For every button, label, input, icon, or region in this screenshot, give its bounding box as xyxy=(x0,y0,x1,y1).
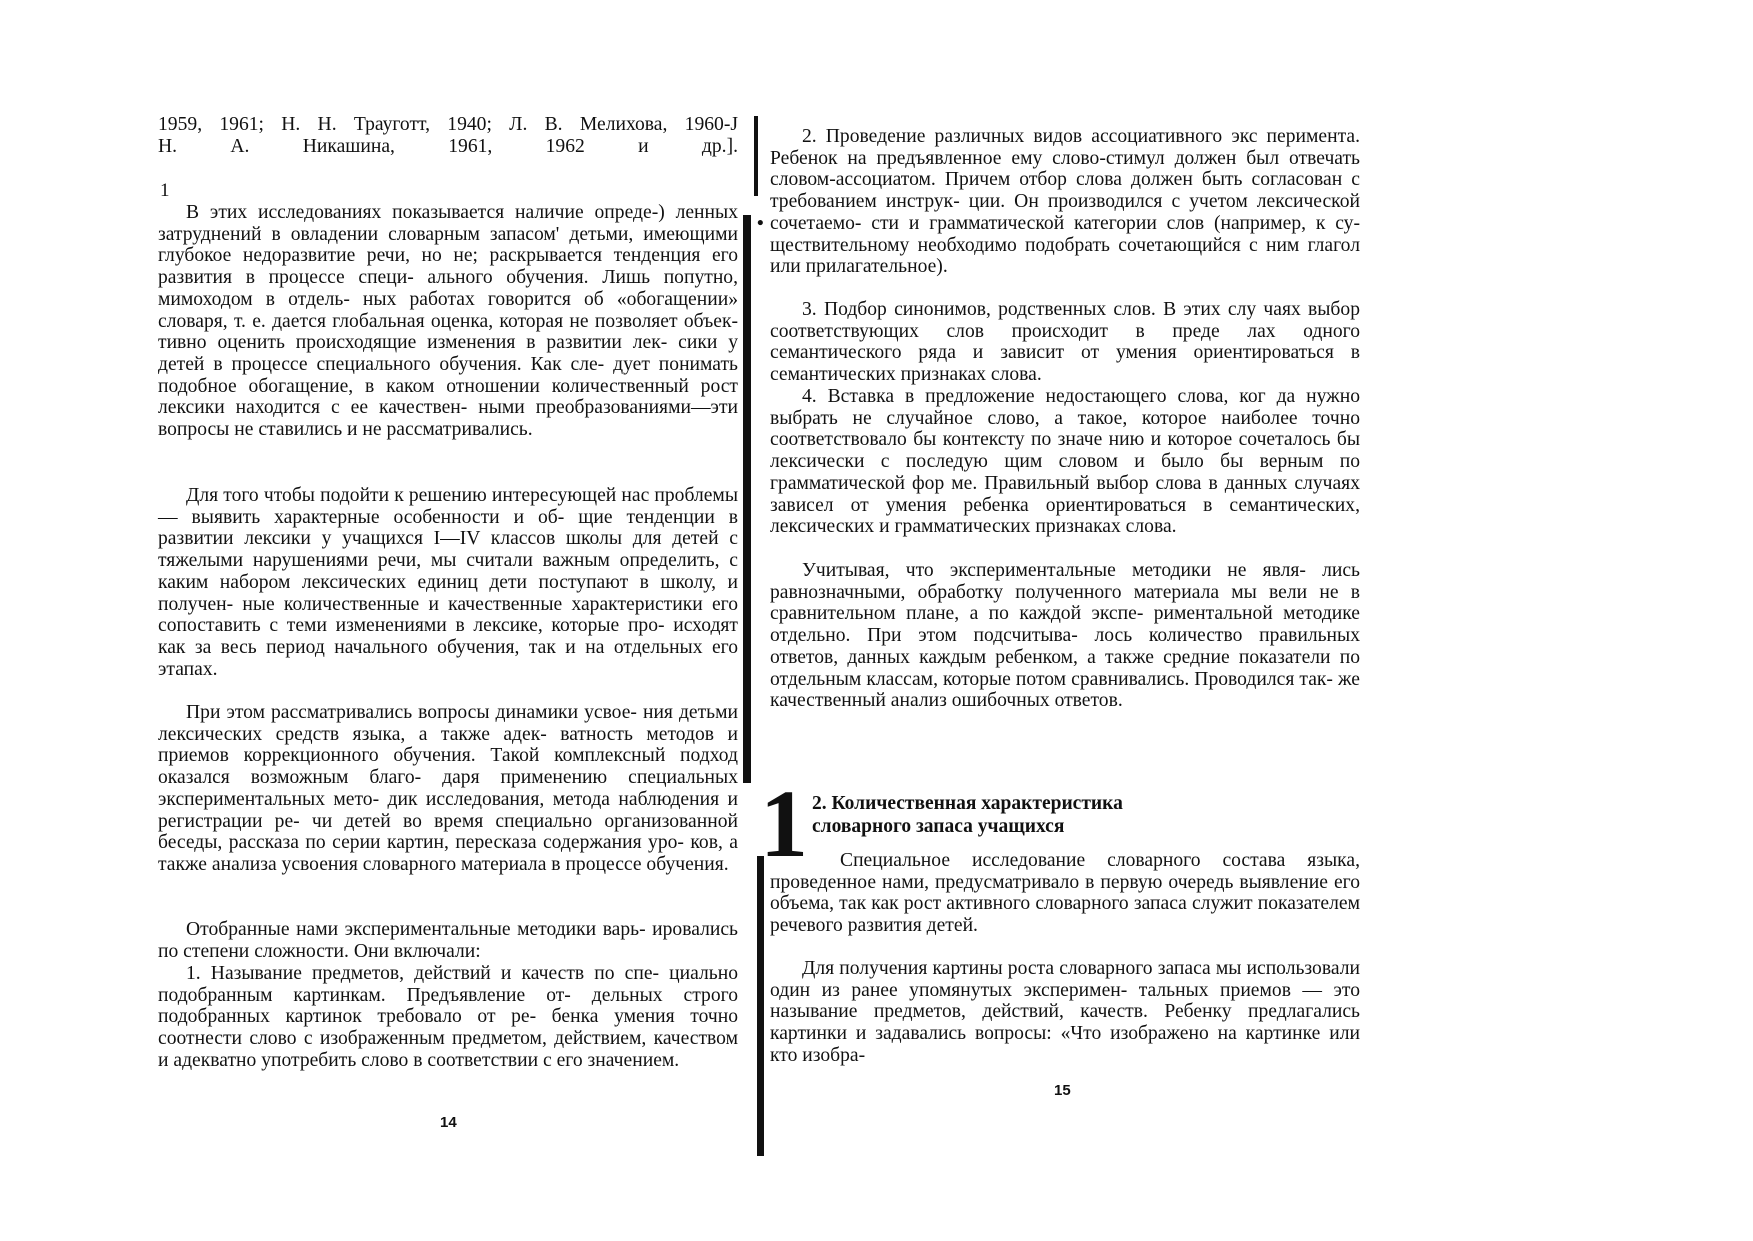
paragraph: Учитывая, что экспериментальные методики не явля- лись равнозначными, обработку полученного материала мы вели не в сравнительном плане, а по каждой экспе- риментальной методике отдельно. При этом подсчитыва- лось количество правильных ответов, данных каждым ребенком, а также средние показатели по отдельным классам, которые потом сравнивались. Проводился так- же качественный анализ ошибочных ответов. xyxy=(770,560,1360,712)
scan-artifact-bar-top xyxy=(754,116,758,196)
stray-number: 1 xyxy=(160,180,170,201)
section-heading-line-1: 2. Количественная характеристика xyxy=(812,793,1123,814)
paragraph: Для того чтобы подойти к решению интересующей нас проблемы — выявить характерные особенности и об- щие тенденции в развитии лексики у учащихся I—IV классов школы для детей с тяжелыми нарушениями речи, мы считали важным определить, с каким набором лексических единиц дети поступают в школу, и получен- ные количественные и качественные характеристики его сопоставить с теми изменениями в лексике, которые про- исходят как за весь период начального обучения, так и на отдельных его этапах. xyxy=(158,485,738,680)
citation-line-1: 1959, 1961; Н. Н. Трауготт, 1940; Л. В. Мелихова, 1960-J xyxy=(158,114,738,135)
paragraph: В этих исследованиях показывается наличие опреде-) ленных затруднений в овладении словарным запасом' детьми, имеющими глубокое недоразвитие речи, но не; раскрывается тенденция его развития в процессе специ- ального обучения. Лишь попутно, мимоходом в отдель- ных работах говорится об «обогащении» словаря, т. е. дается глобальная оценка, которая не позволяет объек- тивно оценить происходящие изменения в развитии лек- сики у детей в процессе специального обучения. Как сле- дует понимать подобное обогащение, в каком отношении количественный рост лексики находится с ее качествен- ными преобразованиями—эти вопросы не ставились и не рассматривались. xyxy=(158,202,738,441)
scan-artifact-bar-middle xyxy=(743,215,751,783)
paragraph: При этом рассматривались вопросы динамики усвое- ния детьми лексических средств языка, а также адек- ватность методов и приемов коррекционного обучения. Такой комплексный подход оказался возможным благо- даря применению специальных экспериментальных мето- дик исследования, метода наблюдения и регистрации ре- чи детей во время специально организованной беседы, рассказа по серии картин, пересказа содержания уро- ков, а также анализа усвоения словарного материала в процессе обучения. xyxy=(158,702,738,875)
bullet-mark: • xyxy=(757,213,764,234)
section-heading-line-2: словарного запаса учащихся xyxy=(812,816,1065,837)
paragraph: 3. Подбор синонимов, родственных слов. В этих слу чаях выбор соответствующих слов происходит в преде лах одного семантического ряда и зависит от умения ориентироваться в семантических признаках слова. xyxy=(770,299,1360,386)
paragraph: 4. Вставка в предложение недостающего слова, ког да нужно выбрать не случайное слово, а такое, которое наиболее точно соответствовало бы контексту по значе нию и которое сочеталось бы лексически с последую щим словом и было бы верным по грамматической фор ме. Правильный выбор слова в данных случаях зависел от умения ребенка ориентироваться в семантических, лексических и грамматических признаках слова. xyxy=(770,386,1360,538)
page-number: 15 xyxy=(1054,1082,1071,1099)
paragraph: Для получения картины роста словарного запаса мы использовали один из ранее упомянутых эксперимен- тальных приемов — это называние предметов, действий, качеств. Ребенку предлагались картинки и задавались вопросы: «Что изображено на картинке или кто изобра- xyxy=(770,958,1360,1066)
paragraph: 1. Называние предметов, действий и качеств по спе- циально подобранным картинкам. Предъявление от- дельных строго подобранных картинок требовало от ре- бенка умения точно соотнести слово с изображенным предметом, действием, качеством и адекватно употребить слово в соответствии с его значением. xyxy=(158,963,738,1071)
scan-artifact-bar-bottom xyxy=(757,856,764,1156)
left-page xyxy=(158,0,738,1241)
paragraph: Отобранные нами экспериментальные методики варь- ировались по степени сложности. Они включали: xyxy=(158,919,738,962)
paragraph: Специальное исследование словарного состава языка, проведенное нами, предусматривало в первую очередь выявление его объема, так как рост активного словарного запаса служит показателем речевого развития детей. xyxy=(770,850,1360,937)
section-heading xyxy=(812,792,1212,838)
page-number: 14 xyxy=(440,1114,457,1131)
drop-cap: 1 xyxy=(760,770,808,877)
right-page xyxy=(770,0,1360,1241)
paragraph: 2. Проведение различных видов ассоциативного экс перимента. Ребенок на предъявленное ему слово-стимул должен был отвечать словом-ассоциатом. Причем отбор слова должен быть согласован с требованием инструк- ции. Он производился с учетом лексической сочетаемо- сти и грамматической категории слов (например, к су- ществительному необходимо подобрать сочетающийся с ним глагол или прилагательное). xyxy=(770,126,1360,278)
citation-line-2: Н. А. Никашина, 1961, 1962 и др.]. xyxy=(158,136,738,157)
